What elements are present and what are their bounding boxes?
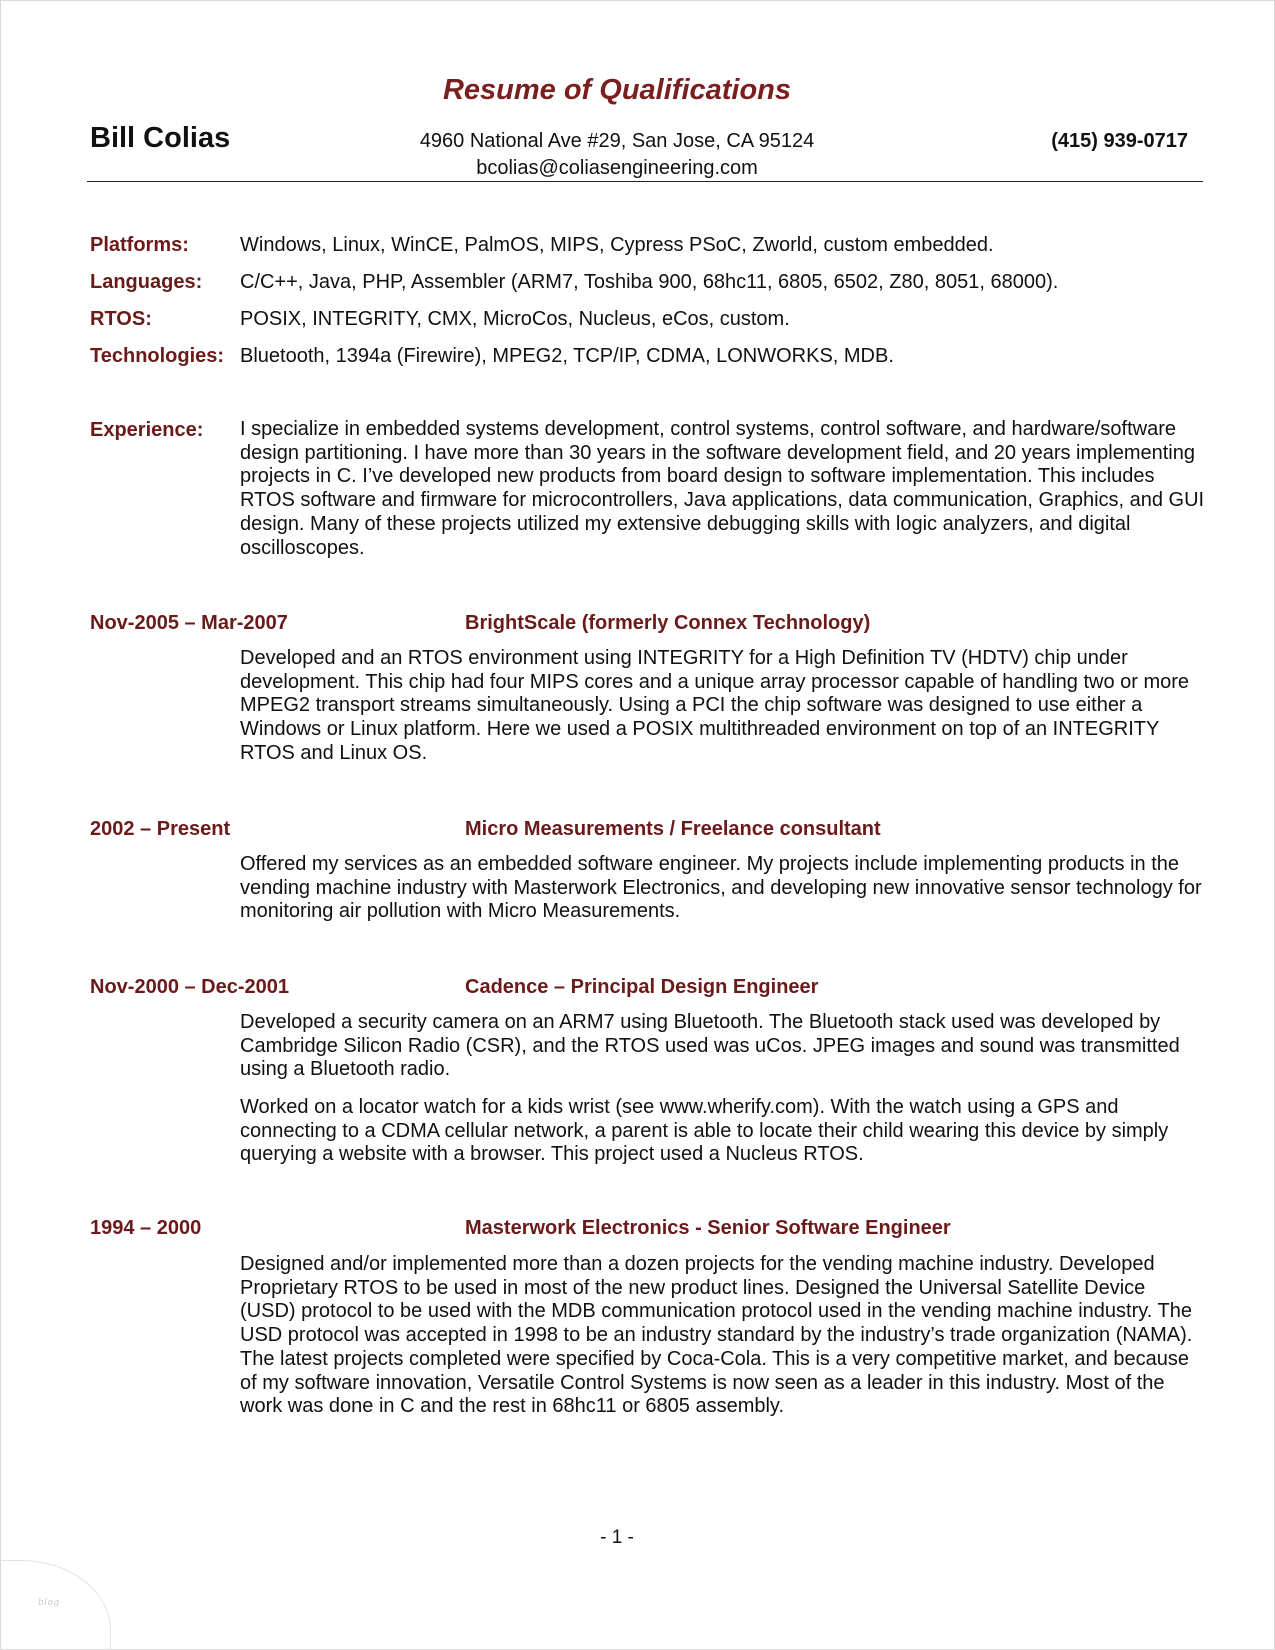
job-dates: Nov-2000 – Dec-2001	[90, 976, 290, 998]
experience-label: Experience:	[90, 419, 204, 441]
skill-value: POSIX, INTEGRITY, CMX, MicroCos, Nucleus, eCos, custom.	[240, 308, 790, 330]
skill-label: Technologies:	[90, 345, 225, 367]
skill-value: Windows, Linux, WinCE, PalmOS, MIPS, Cypress PSoC, Zworld, custom embedded.	[240, 234, 994, 256]
document-title: Resume of Qualifications	[442, 74, 792, 106]
job-company: BrightScale (formerly Connex Technology)	[465, 612, 871, 634]
email-address: bcolias@coliasengineering.com	[476, 157, 758, 179]
job-description: Designed and/or implemented more than a dozen projects for the vending machine industry. Developed Proprietary RTOS to be used in most of the new product lines. Designed the Universal Satellite Device (USD) protocol to be used with the MDB communication protocol used in the vending machine industry. The USD protocol was accepted in 1998 to be an industry standard by the industry’s trade organization (NAMA). The latest projects completed were specified by Coca-Cola. This is a very competitive market, and because of my software innovation, Versatile Control Systems is now seen as a leader in this industry. Most of the work was done in C and the rest in 68hc11 or 6805 assembly.	[240, 1253, 1193, 1418]
job-description: Developed a security camera on an ARM7 using Bluetooth. The Bluetooth stack used was developed by Cambridge Silicon Radio (CSR), and the RTOS used was uCos. JPEG images and sound was transmitted using a Bluetooth radio.	[240, 1011, 1180, 1081]
applicant-name: Bill Colias	[90, 122, 231, 154]
skill-label: RTOS:	[90, 308, 152, 330]
job-description: Developed and an RTOS environment using INTEGRITY for a High Definition TV (HDTV) chip under development. This chip had four MIPS cores and a unique array processor capable of handling two or more MPEG2 transport streams simultaneously. Using a PCI the chip software was designed to use either a Windows or Linux platform. Here we used a POSIX multithreaded environment on top of an INTEGRITY RTOS and Linux OS.	[240, 647, 1190, 764]
skill-value: Bluetooth, 1394a (Firewire), MPEG2, TCP/IP, CDMA, LONWORKS, MDB.	[240, 345, 894, 367]
job-description: Offered my services as an embedded software engineer. My projects include implementing products in the vending machine industry with Masterwork Electronics, and developing new innovative sensor technology for monitoring air pollution with Micro Measurements.	[240, 853, 1202, 923]
skill-label: Platforms:	[90, 234, 189, 256]
phone-number: (415) 939-0717	[1051, 130, 1188, 152]
address: 4960 National Ave #29, San Jose, CA 95124	[419, 130, 815, 152]
job-dates: 1994 – 2000	[90, 1217, 202, 1239]
skill-value: C/C++, Java, PHP, Assembler (ARM7, Toshiba 900, 68hc11, 6805, 6502, Z80, 8051, 68000).	[240, 271, 1059, 293]
job-company: Cadence – Principal Design Engineer	[465, 976, 819, 998]
job-company: Masterwork Electronics - Senior Software Engineer	[465, 1217, 951, 1239]
job-dates: Nov-2005 – Mar-2007	[90, 612, 288, 634]
watermark: blog	[38, 1598, 60, 1608]
experience-summary: I specialize in embedded systems development, control systems, control software, and hardware/software design partitioning. I have more than 30 years in the software development field, and 20 years implementing projects in C. I’ve developed new products from board design to software implementation. This includes RTOS software and firmware for microcontrollers, Java applications, data communication, Graphics, and GUI design. Many of these projects utilized my extensive debugging skills with logic analyzers, and digital oscilloscopes.	[240, 418, 1205, 559]
job-dates: 2002 – Present	[90, 818, 231, 840]
page-number: - 1 -	[600, 1527, 634, 1548]
job-description: Worked on a locator watch for a kids wrist (see www.wherify.com). With the watch using a GPS and connecting to a CDMA cellular network, a parent is able to locate their child wearing this device by simply querying a website with a browser. This project used a Nucleus RTOS.	[240, 1096, 1169, 1166]
header-divider	[87, 181, 1203, 182]
skill-label: Languages:	[90, 271, 203, 293]
job-company: Micro Measurements / Freelance consultant	[465, 818, 881, 840]
